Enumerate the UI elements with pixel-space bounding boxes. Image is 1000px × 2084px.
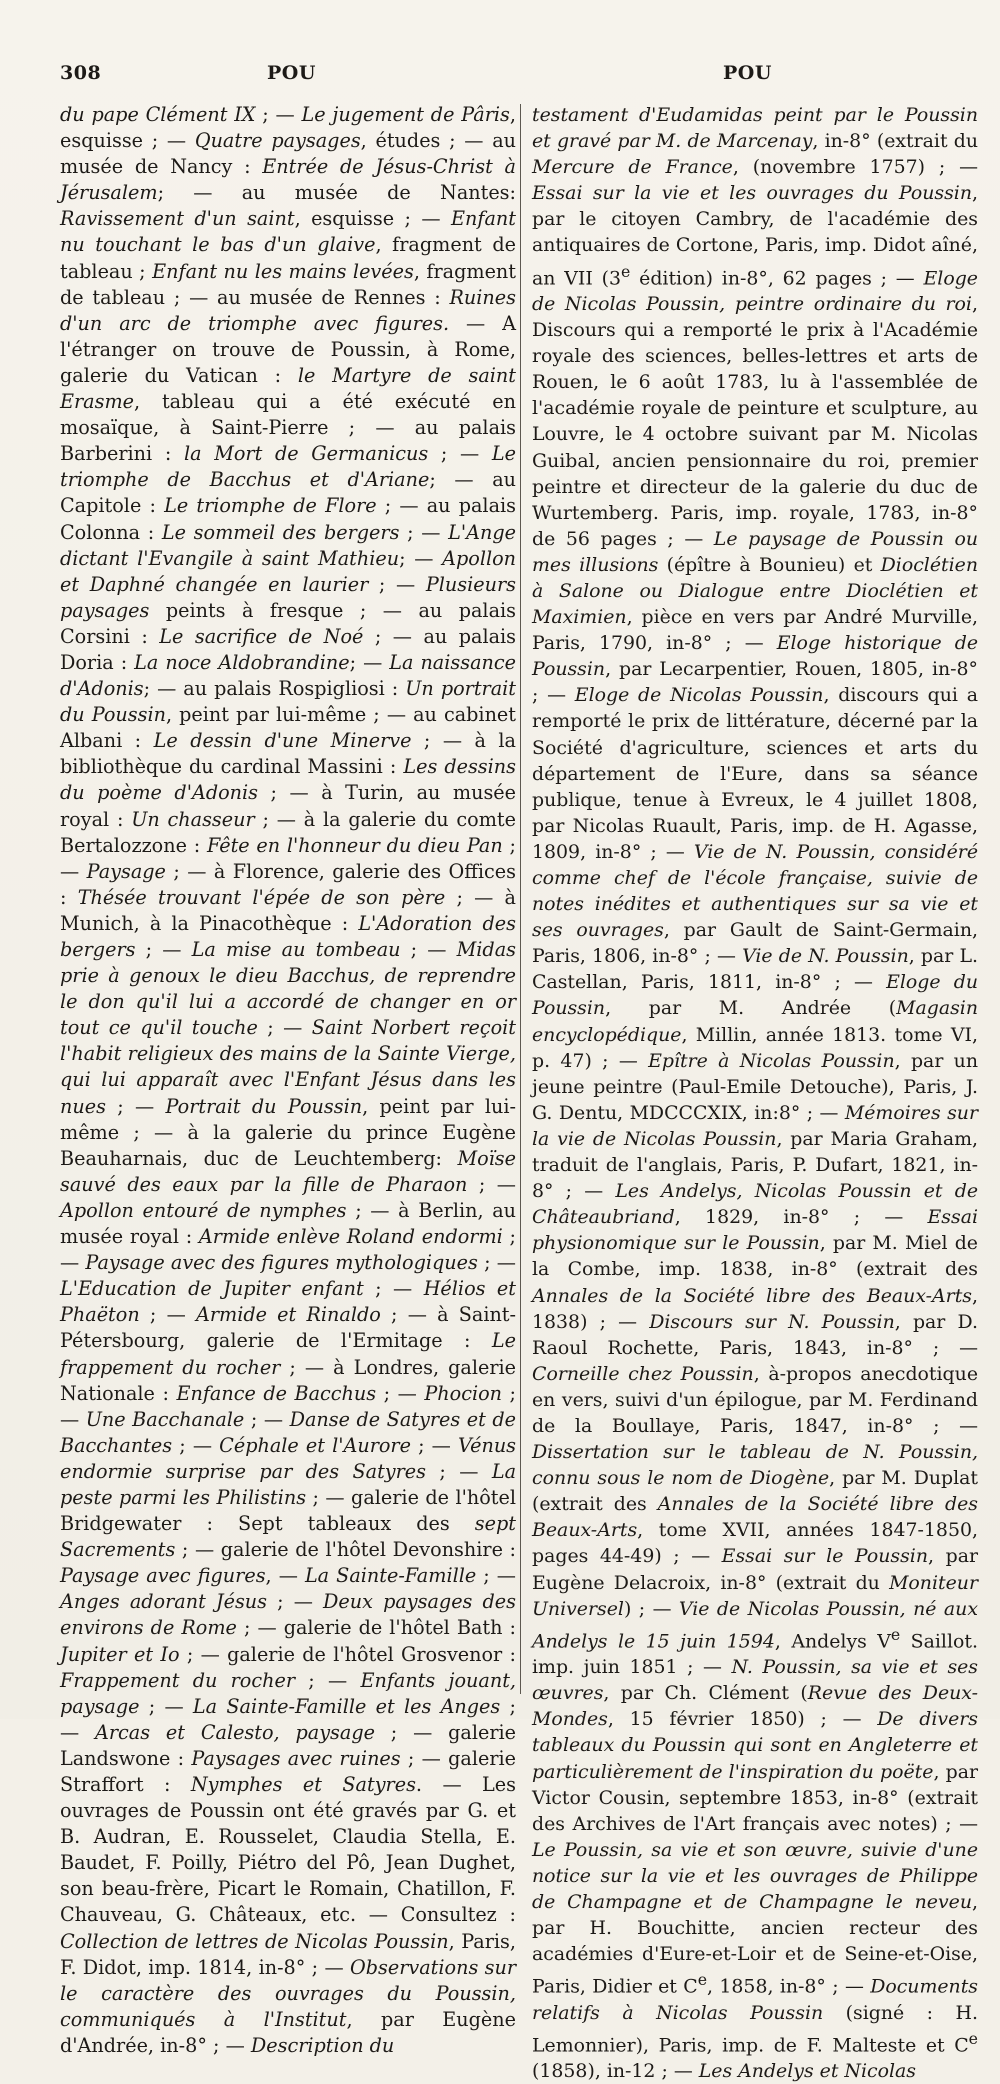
left-column-text: du pape Clément IX ; — Le jugement de Pâris, esquisse ; — Quatre paysages, études ; — au musée de Nancy : Entrée de Jésus-Christ à Jérusalem; — au musée de Nantes: Ravissement d'un saint, esquisse ; — Enfant nu touchant le bas d'un glaive, fragment de tableau ; Enfant nu les mains levées, fragment de tableau ; — au musée de Rennes : Ruines d'un arc de triomphe avec figures. — A l'étranger on trouve de Poussin, à Rome, galerie du Vatican : le Martyre de saint Erasme, tableau qui a été exécuté en mosaïque, à Saint-Pierre ; — au palais Barberini : la Mort de Germanicus ; — Le triomphe de Bacchus et d'Ariane; — au Capitole : Le triomphe de Flore ; — au palais Colonna : Le sommeil des bergers ; — L'Ange dictant l'Evangile à saint Mathieu; — Apollon et Daphné changée en laurier ; — Plusieurs paysages peints à fresque ; — au palais Corsini : Le sacrifice de Noé ; — au palais Doria : La noce Aldobrandine; — La naissance d'Adonis; — au palais Rospigliosi : Un portrait du Poussin, peint par lui-même ; — au cabinet Albani : Le dessin d'une Minerve ; — à la bibliothèque du cardinal Massini : Les dessins du poème d'Adonis ; — à Turin, au musée royal : Un chasseur ; — à la galerie du comte Bertalozzone : Fête en l'honneur du dieu Pan ; — Paysage ; — à Florence, galerie des Offices : Thésée trouvant l'épée de son père ; — à Munich, à la Pinacothèque : L'Adoration des bergers ; — La mise au tombeau ; — Midas prie à genoux le dieu Bacchus, de reprendre le don qu'il lui a accordé de changer en or tout ce qu'il touche ; — Saint Norbert reçoit l'habit religieux des mains de la Sainte Vierge, qui lui apparaît avec l'Enfant Jésus dans les nues ; — Portrait du Poussin, peint par lui-même ; — à la galerie du prince Eugène Beauharnais, duc de Leuchtemberg: Moïse sauvé des eaux par la fille de Pharaon ; — Apollon entouré de nymphes ; — à Berlin, au musée royal : Armide enlève Roland endormi ; — Paysage avec des figures mythologiques ; — L'Education de Jupiter enfant ; — Hélios et Phaëton ; — Armide et Rinaldo ; — à Saint-Pétersbourg, galerie de l'Ermitage : Le frappement du rocher ; — à Londres, galerie Nationale : Enfance de Bacchus ; — Phocion ; — Une Bacchanale ; — Danse de Satyres et de Bacchantes ; — Céphale et l'Aurore ; — Vénus endormie surprise par des Satyres ; — La peste parmi les Philistins ; — galerie de l'hôtel Bridgewater : Sept tableaux des sept Sacrements ; — galerie de l'hôtel Devonshire : Paysage avec figures, — La Sainte-Famille ; — Anges adorant Jésus ; — Deux paysages des environs de Rome ; — galerie de l'hôtel Bath : Jupiter et Io ; — galerie de l'hôtel Grosvenor : Frappement du rocher ; — Enfants jouant, paysage ; — La Sainte-Famille et les Anges ; — Arcas et Calesto, paysage ; — galerie Landswone : Paysages avec ruines ; — galerie Straffort : Nymphes et Satyres. — Les ouvrages de Poussin ont été gravés par G. et B. Audran, E. Rousselet, Claudia Stella, E. Baudet, F. Poilly, Piétro del Pô, Jean Dughet, son beau-frère, Picart le Romain, Chatillon, F. Chauveau, G. Châteaux, etc. — Consultez : Collection de lettres de Nicolas Poussin, Paris, F. Didot, imp. 1814, in-8° ; — Observations sur le caractère des ouvrages du Poussin, communiqués à l'Institut, par Eugène d'Andrée, in-8° ; — Description du — [60, 103, 517, 2057]
page-number: 308 — [60, 62, 102, 84]
page-header — [60, 62, 972, 92]
right-column-text: testament d'Eudamidas peint par le Poussin et gravé par M. de Marcenay, in-8° (extrait du Mercure de France, (novembre 1757) ; — Essai sur la vie et les ouvrages du Poussin, par le citoyen Cambry, de l'académie des antiquaires de Cortone, Paris, imp. Didot aîné, an VII (3e édition) in-8°, 62 pages ; — Eloge de Nicolas Poussin, peintre ordinaire du roi, Discours qui a remporté le prix à l'Académie royale des sciences, belles-lettres et arts de Rouen, le 6 août 1783, lu à l'assemblée de l'académie royale de peinture et sculpture, au Louvre, le 4 octobre suivant par M. Nicolas Guibal, ancien pensionnaire du roi, premier peintre et directeur de la galerie du duc de Wurtemberg. Paris, imp. royale, 1783, in-8° de 56 pages ; — Le paysage de Poussin ou mes illusions (épître à Bounieu) et Dioclétien à Salone ou Dialogue entre Dioclétien et Maximien, pièce en vers par André Murville, Paris, 1790, in-8° ; — Eloge historique de Poussin, par Lecarpentier, Rouen, 1805, in-8° ; — Eloge de Nicolas Poussin, discours qui a remporté le prix de littérature, décerné par la Société d'agriculture, sciences et arts du département de l'Eure, dans sa séance publique, tenue à Evreux, le 4 juillet 1808, par Nicolas Ruault, Paris, imp. de H. Agasse, 1809, in-8° ; — Vie de N. Poussin, considéré comme chef de l'école française, suivie de notes inédites et authentiques sur sa vie et ses ouvrages, par Gault de Saint-Germain, Paris, 1806, in-8° ; — Vie de N. Poussin, par L. Castellan, Paris, 1811, in-8° ; — Eloge du Poussin, par M. Andrée (Magasin encyclopédique, Millin, année 1813. tome VI, p. 47) ; — Epître à Nicolas Poussin, par un jeune peintre (Paul-Emile Detouche), Paris, J. G. Dentu, MDCCCXIX, in:8° ; — Mémoires sur la vie de Nicolas Poussin, par Maria Graham, traduit de l'anglais, Paris, P. Dufart, 1821, in-8° ; — Les Andelys, Nicolas Poussin et de Châteaubriand, 1829, in-8° ; — Essai physionomique sur le Poussin, par M. Miel de la Combe, imp. 1838, in-8° (extrait des Annales de la Société libre des Beaux-Arts, 1838) ; — Discours sur N. Poussin, par D. Raoul Rochette, Paris, 1843, in-8° ; — Corneille chez Poussin, à-propos anecdotique en vers, suivi d'un épilogue, par M. Ferdinand de la Boullaye, Paris, 1847, in-8° ; — Dissertation sur le tableau de N. Poussin, connu sous le nom de Diogène, par M. Duplat (extrait des Annales de la Société libre des Beaux-Arts, tome XVII, années 1847-1850, pages 44-49) ; — Essai sur le Poussin, par Eugène Delacroix, in-8° (extrait du Moniteur Universel) ; — Vie de Nicolas Poussin, né aux Andelys le 15 juin 1594, Andelys Ve Saillot. imp. juin 1851 ; — N. Poussin, sa vie et ses œuvres, par Ch. Clément (Revue des Deux-Mondes, 15 février 1850) ; — De divers tableaux du Poussin qui sont en Angleterre et particulièrement de l'inspiration du poëte, par Victor Cousin, septembre 1853, in-8° (extrait des Archives de l'Art français avec notes) ; — Le Poussin, sa vie et son œuvre, suivie d'une notice sur la vie et les ouvrages de Philippe de Champagne et de Champagne le neveu, par H. Bouchitte, ancien recteur des académies d'Eure-et-Loir et de Seine-et-Oise, Paris, Didier et Ce, 1858, in-8° ; — Documents relatifs à Nicolas Poussin (signé : H. Lemonnier), Paris, imp. de F. Malteste et Ce (1858), in-12 ; — Les Andelys et Nicolas — [532, 104, 979, 2083]
running-head-right: POU — [723, 62, 772, 84]
left-column — [60, 102, 517, 2057]
right-column — [532, 102, 979, 2083]
column-divider — [520, 104, 521, 1694]
running-head-left: POU — [267, 62, 316, 84]
